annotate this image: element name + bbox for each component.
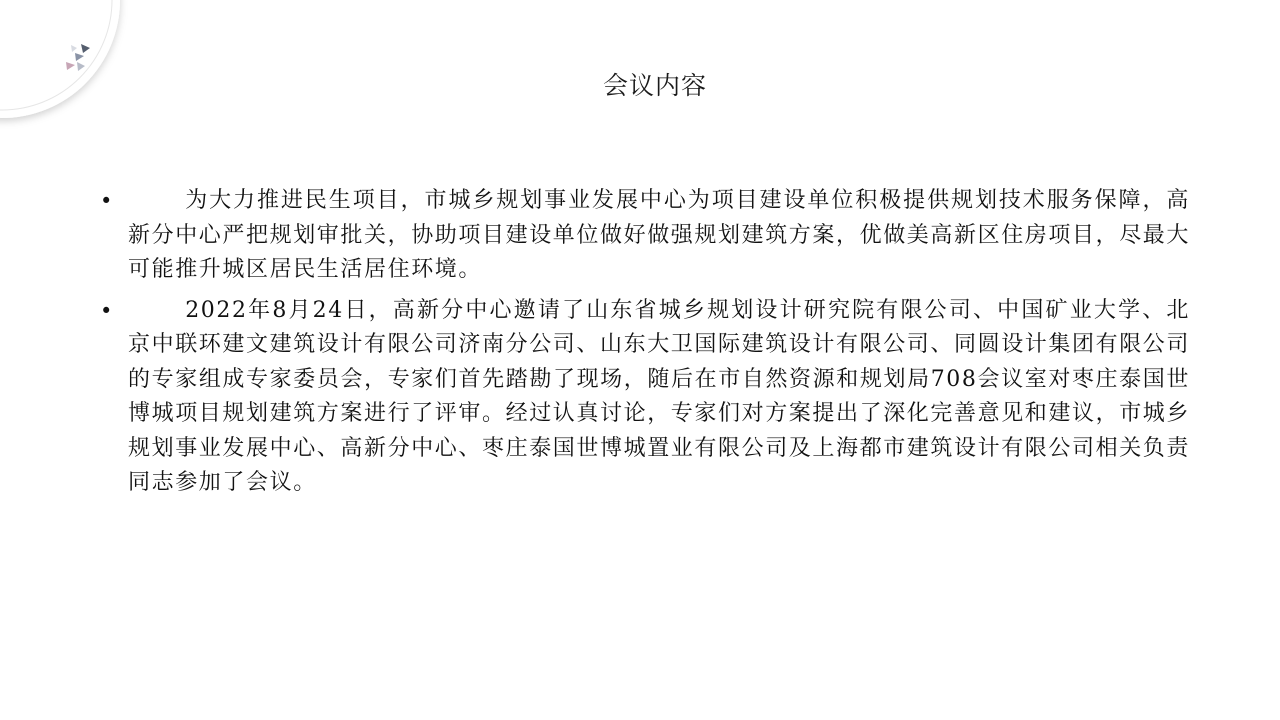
list-item bbox=[100, 294, 1190, 501]
bullet-dot-icon: • bbox=[100, 298, 113, 323]
list-item bbox=[100, 184, 1190, 288]
paragraph-text: 2022年8月24日，高新分中心邀请了山东省城乡规划设计研究院有限公司、中国矿业大学、北京中联环建文建筑设计有限公司济南分公司、山东大卫国际建筑设计有限公司、同圆设计集团有限公司的专家组成专家委员会，专家们首先踏勘了现场，随后在市自然资源和规划局708会议室对枣庄泰国世博城项目规划建筑方案进行了评审。经过认真讨论，专家们对方案提出了深化完善意见和建议，市城乡规划事业发展中心、高新分中心、枣庄泰国世博城置业有限公司及上海都市建筑设计有限公司相关负责同志参加了会议。 bbox=[128, 297, 1191, 495]
bullet-dot-icon: • bbox=[100, 189, 113, 213]
bullet-list bbox=[100, 184, 1190, 507]
page-title: 会议内容 bbox=[602, 71, 707, 100]
paragraph-text: 为大力推进民生项目，市城乡规划事业发展中心为项目建设单位积极提供规划技术服务保障，高新分中心严把规划审批关，协助项目建设单位做好做强规划建筑方案，优做美高新区住房项目，尽最大可能推升城区居民生活居住环境。 bbox=[128, 188, 1191, 282]
